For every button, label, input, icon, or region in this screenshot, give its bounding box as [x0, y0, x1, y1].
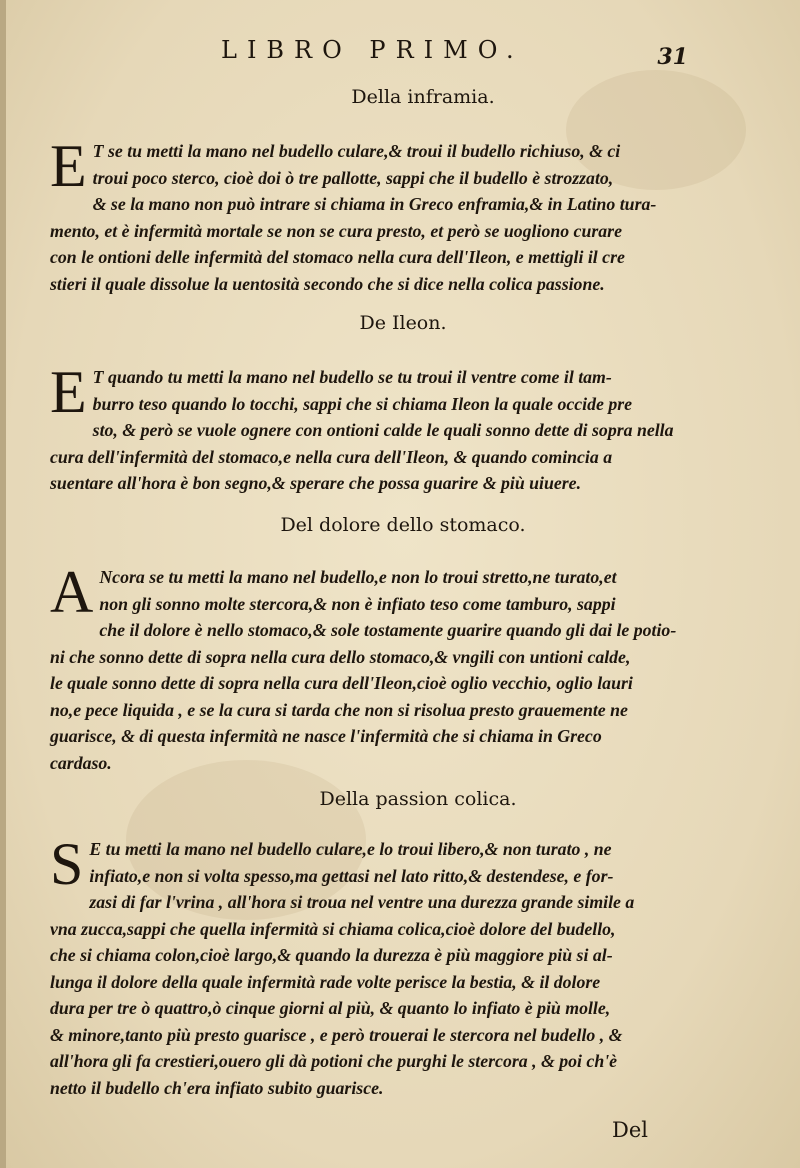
text-line: sto, & però se vuole ognere con ontioni calde le quali sonno dette di sopra nella — [92, 420, 674, 440]
text-line: cardaso. — [50, 752, 112, 773]
text-line: no,e pece liquida , e se la cura si tarda che non si risolua presto grauemente ne — [50, 699, 628, 720]
section-paragraph — [50, 359, 694, 497]
page-number: 31 — [657, 44, 688, 70]
text-line: zasi di far l'vrina , all'hora si troua nel ventre una durezza grande simile a — [89, 892, 635, 912]
text-line: ni che sonno dette di sopra nella cura dello stomaco,& vngili con untioni calde, — [50, 646, 631, 667]
section-heading: Della passion colica. — [319, 788, 517, 810]
text-line: cura dell'infermità del stomaco,e nella cura dell'Ileon, & quando comincia a — [50, 446, 613, 467]
text-line: Ncora se tu metti la mano nel budello,e non lo troui stretto,ne turato,et — [99, 567, 617, 587]
section-paragraph — [50, 559, 694, 776]
running-head: LIBRO PRIMO. — [221, 36, 524, 64]
text-line: vna zucca,sappi che quella infermità si chiama colica,cioè dolore del budello, — [50, 918, 616, 939]
text-line: guarisce, & di questa infermità ne nasce l'infermità che si chiama in Greco — [50, 726, 602, 746]
text-line: burro teso quando lo tocchi, sappi che si chiama Ileon la quale occide pre — [92, 393, 633, 414]
text-line: troui poco sterco, cioè doi ò tre pallotte, sappi che il budello è strozzato, — [92, 167, 614, 188]
text-line: all'hora gli fa crestieri,ouero gli dà potioni che purghi le stercora , & poi ch'è — [50, 1051, 618, 1071]
text-line: & minore,tanto più presto guarisce , e però trouerai le stercora nel budello , & — [50, 1024, 623, 1045]
text-line: T se tu metti la mano nel budello culare,& troui il budello richiuso, & ci — [92, 141, 621, 161]
text-line: infiato,e non si volta spesso,ma gettasi nel lato ritto,& destendese, e for- — [89, 865, 614, 886]
text-line: E tu metti la mano nel budello culare,e lo troui libero,& non turato , ne — [89, 839, 612, 859]
drop-cap: A — [50, 559, 94, 625]
text-line: dura per tre ò quattro,ò cinque giorni al più, & quanto lo infiato è più molle, — [50, 998, 611, 1018]
drop-cap: S — [50, 831, 84, 897]
section-heading: Della inframia. — [351, 86, 495, 108]
text-line: mento, et è infermità mortale se non se cura presto, et però se uogliono curare — [50, 220, 622, 241]
text-line: con le ontioni delle infermità del stomaco nella cura dell'Ileon, e mettigli il cre — [50, 247, 625, 267]
text-line: che il dolore è nello stomaco,& sole tostamente guarire quando gli dai le potio- — [99, 620, 677, 640]
catchword: Del — [612, 1118, 648, 1142]
section-heading: Del dolore dello stomaco. — [280, 514, 526, 536]
text-line: suentare all'hora è bon segno,& sperare che possa guarire & più uiuere. — [50, 473, 582, 493]
section-paragraph — [50, 133, 694, 297]
drop-cap: E — [50, 359, 87, 425]
text-line: lunga il dolore della quale infermità rade volte perisce la bestia, & il dolore — [50, 971, 601, 992]
text-line: le quale sonno dette di sopra nella cura dell'Ileon,cioè oglio vecchio, oglio lauri — [50, 673, 633, 693]
text-line: & se la mano non può intrare si chiama in Greco enframia,& in Latino tura- — [92, 194, 657, 214]
section-paragraph — [50, 831, 694, 1101]
text-line: che si chiama colon,cioè largo,& quando la durezza è più maggiore più si al- — [50, 945, 613, 965]
text-line: stieri il quale dissolue la uentosità secondo che si dice nella colica passione. — [50, 273, 605, 294]
drop-cap: E — [50, 133, 87, 199]
text-line: T quando tu metti la mano nel budello se tu troui il ventre come il tam- — [92, 367, 612, 387]
text-line: netto il budello ch'era infiato subito guarisce. — [50, 1077, 384, 1098]
text-line: non gli sonno molte stercora,& non è infiato teso come tamburo, sappi — [99, 593, 616, 614]
section-heading: De Ileon. — [359, 312, 447, 334]
